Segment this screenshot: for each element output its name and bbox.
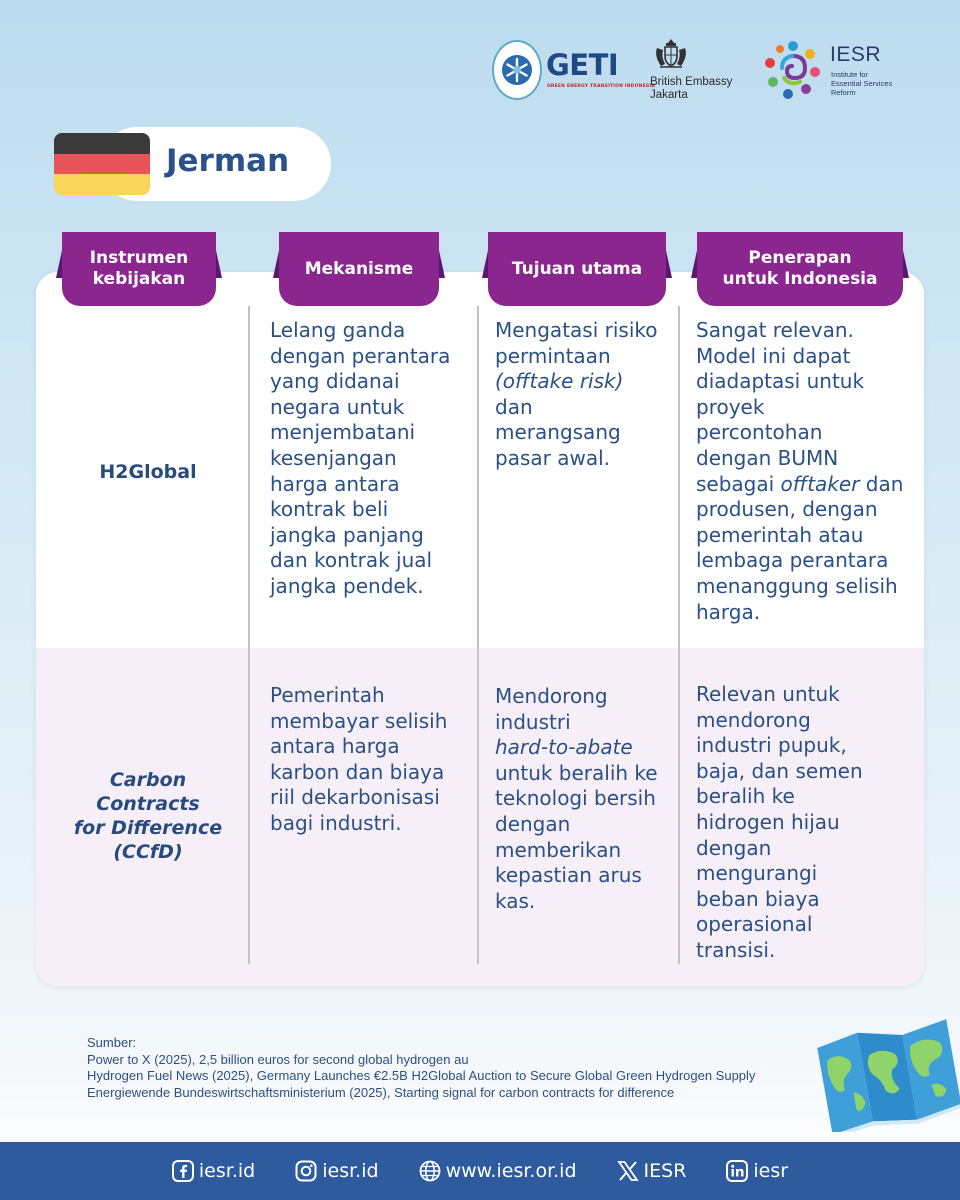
- sources-heading: Sumber:: [87, 1035, 137, 1050]
- text-span-italic: offtaker: [780, 471, 860, 496]
- iesr-mark-icon: [760, 34, 826, 104]
- facebook-link[interactable]: [172, 1160, 255, 1182]
- text-line: mengurangi: [696, 861, 818, 886]
- text-line: industri: [495, 709, 571, 734]
- text-line: proyek: [696, 394, 765, 419]
- mechanism-h2global: [270, 318, 450, 600]
- header-text: Mekanisme: [304, 258, 414, 279]
- flag-stripe-red: [54, 154, 150, 175]
- embassy-name: British Embassy: [650, 76, 733, 88]
- mechanism-ccfd: [270, 683, 447, 837]
- header-text: Tujuan utama: [511, 258, 643, 279]
- iesr-logo: [760, 34, 912, 106]
- header-text: Instrumen: [89, 248, 189, 268]
- goal-h2global: [495, 318, 657, 472]
- facebook-handle: iesr.id: [198, 1160, 256, 1182]
- text-line: transisi.: [696, 937, 776, 962]
- linkedin-handle: iesr: [753, 1160, 789, 1182]
- text-line: pasar awal.: [495, 445, 610, 470]
- text-line: jangka panjang: [270, 522, 424, 547]
- text-line: jangka pendek.: [270, 573, 424, 598]
- instrument-ccfd: [50, 768, 246, 864]
- header-text: kebijakan: [92, 269, 186, 289]
- text-line: bagi industri.: [270, 810, 402, 835]
- text-line: percontohan: [696, 420, 823, 445]
- british-embassy-logo: [650, 36, 750, 106]
- geti-mark-icon: [492, 40, 542, 100]
- embassy-city: Jakarta: [650, 89, 688, 101]
- column-divider: [678, 306, 680, 964]
- linkedin-link[interactable]: [726, 1160, 788, 1182]
- text-line: Relevan untuk: [696, 682, 840, 706]
- text-line: kepastian arus: [495, 863, 642, 888]
- text-line: dengan perantara: [270, 343, 451, 368]
- source-item: Power to X (2025), 2,5 billion euros for second global hydrogen au: [87, 1051, 469, 1067]
- source-item: Hydrogen Fuel News (2025), Germany Launches €2.5B H2Global Auction to Secure Global Green Hydrogen Supply: [87, 1068, 756, 1083]
- text-line: antara harga: [270, 734, 400, 759]
- text-line: for Difference: [73, 817, 223, 839]
- text-line: harga antara: [270, 471, 400, 496]
- text-line: baja, dan semen: [696, 758, 863, 783]
- text-line: operasional: [696, 912, 813, 937]
- x-logo-icon: [617, 1160, 639, 1182]
- text-line: riil dekarbonisasi: [270, 785, 440, 810]
- iesr-line3: Reform: [831, 88, 856, 97]
- iesr-line1: Institute for: [831, 70, 869, 79]
- text-line: dan: [495, 394, 533, 419]
- footer-bar: [0, 1142, 960, 1200]
- geti-logo: [492, 40, 655, 100]
- instagram-link[interactable]: [295, 1160, 378, 1182]
- application-h2global: [696, 318, 903, 625]
- header-text: untuk Indonesia: [722, 269, 878, 289]
- text-line: Carbon: [109, 769, 187, 791]
- text-line: membayar selisih: [270, 708, 448, 733]
- iesr-wordmark: IESR: [830, 43, 882, 66]
- text-line: Mendorong: [495, 684, 608, 708]
- text-line: Pemerintah: [270, 683, 385, 707]
- column-header-application: [697, 232, 903, 306]
- text-line: dan kontrak jual: [270, 548, 433, 573]
- text-line: karbon dan biaya: [270, 759, 445, 784]
- website-link[interactable]: [419, 1160, 577, 1182]
- text-line: harga.: [696, 599, 761, 624]
- column-divider: [477, 306, 479, 964]
- text-line: Model ini dapat: [696, 343, 851, 368]
- text-line: kas.: [495, 888, 536, 913]
- column-header-mechanism: [279, 232, 439, 306]
- text-span: sebagai: [696, 471, 781, 496]
- application-ccfd: [696, 682, 863, 964]
- x-handle: IESR: [643, 1160, 687, 1182]
- text-line: yang didanai: [270, 369, 400, 394]
- x-link[interactable]: [617, 1160, 687, 1182]
- text-line: mendorong: [696, 707, 811, 732]
- sources-block: [87, 1035, 827, 1101]
- geti-tagline: GREEN ENERGY TRANSITION INDONESIA: [547, 84, 655, 89]
- text-line: Sangat relevan.: [696, 318, 854, 342]
- header-text: Penerapan: [748, 248, 852, 268]
- text-line: memberikan: [495, 837, 622, 862]
- text-line: untuk beralih ke: [495, 760, 658, 785]
- world-map-icon: [816, 1006, 960, 1132]
- text-line: industri pupuk,: [696, 733, 847, 758]
- germany-flag-icon: [54, 133, 150, 195]
- column-divider: [248, 306, 250, 964]
- text-line: beban biaya: [696, 886, 820, 911]
- text-line: hidrogen hijau: [696, 809, 840, 834]
- text-line: Mengatasi risiko: [495, 318, 658, 342]
- instagram-icon: [295, 1160, 317, 1182]
- text-line: lembaga perantara: [696, 548, 889, 573]
- text-line: teknologi bersih: [495, 786, 656, 811]
- text-line: menjembatani: [270, 420, 416, 445]
- iesr-line2: Essential Services: [831, 79, 893, 88]
- royal-crest-icon: [652, 36, 690, 72]
- facebook-icon: [172, 1160, 194, 1182]
- country-title: Jerman: [166, 143, 290, 179]
- text-line: negara untuk: [270, 394, 405, 419]
- text-line: menanggung selisih: [696, 573, 898, 598]
- website-url: www.iesr.or.id: [445, 1160, 577, 1182]
- linkedin-icon: [726, 1160, 748, 1182]
- flag-stripe-black: [54, 133, 150, 154]
- text-line: kesenjangan: [270, 445, 397, 470]
- iesr-full-name: [831, 70, 901, 97]
- column-header-goal: [488, 232, 666, 306]
- text-line: Contracts: [96, 793, 200, 815]
- text-line-italic: (offtake risk): [495, 369, 624, 394]
- text-line: (CCfD): [113, 841, 183, 863]
- partner-logos: [492, 34, 912, 106]
- text-line: permintaan: [495, 343, 611, 368]
- column-header-instrument: [62, 232, 216, 306]
- text-line: dengan: [696, 835, 772, 860]
- text-line: dengan BUMN: [696, 445, 839, 470]
- text-line: merangsang: [495, 420, 621, 445]
- text-line-italic: hard-to-abate: [495, 735, 633, 760]
- text-line: kontrak beli: [270, 497, 389, 522]
- text-line: pemerintah atau: [696, 522, 864, 547]
- instagram-handle: iesr.id: [322, 1160, 379, 1182]
- text-line: Lelang ganda: [270, 318, 406, 342]
- goal-ccfd: [495, 684, 658, 914]
- source-item: Energiewende Bundeswirtschaftsministerium (2025), Starting signal for carbon contracts for difference: [87, 1084, 675, 1100]
- geti-wordmark: GETI: [546, 48, 619, 82]
- text-line: dengan: [495, 811, 571, 836]
- globe-icon: [419, 1160, 441, 1182]
- text-line: beralih ke: [696, 784, 795, 809]
- instrument-h2global: H2Global: [99, 461, 197, 483]
- flag-stripe-gold: [54, 174, 150, 195]
- text-line: produsen, dengan: [696, 497, 878, 522]
- text-line: diadaptasi untuk: [696, 369, 865, 394]
- text-span: dan: [859, 471, 904, 496]
